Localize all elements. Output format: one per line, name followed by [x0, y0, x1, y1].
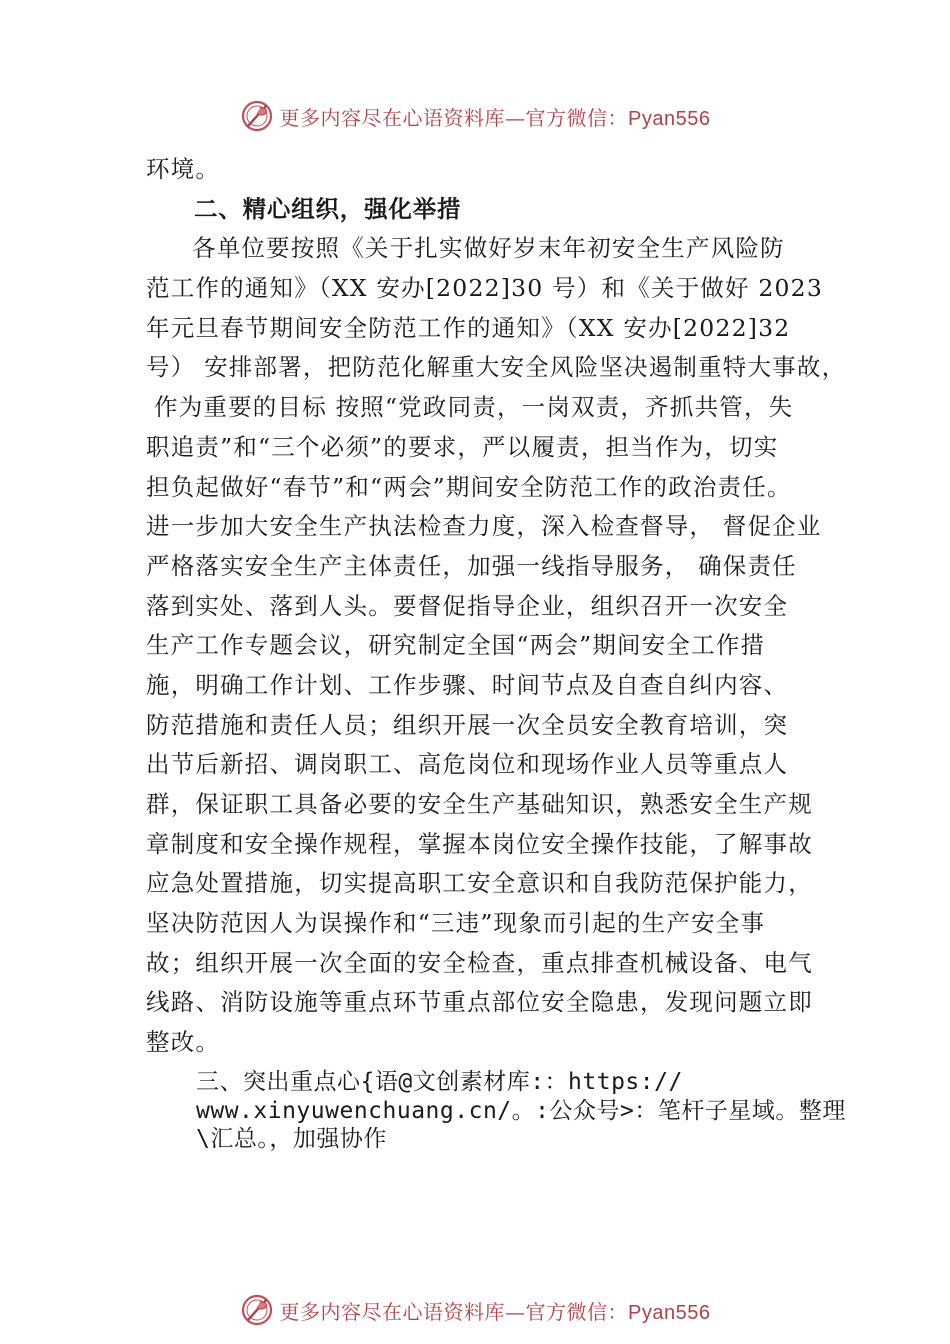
footer-banner [0, 1290, 950, 1330]
document-body [146, 150, 847, 1063]
header-slogan-text: 更多内容尽在心语资料库 [279, 105, 506, 130]
text-line: 施，明确工作计划、工作步骤、时间节点及自查自纠内容、 [146, 670, 789, 699]
text-line: 故；组织开展一次全面的安全检查，重点排查机械设备、电气 [146, 948, 813, 977]
text-line: 严格落实安全生产主体责任，加强一线指导服务， 确保责任 [146, 551, 797, 580]
section-three-block [196, 1068, 846, 1154]
text-line: 整改。 [146, 1028, 221, 1057]
header-slogan [280, 102, 711, 131]
text-line: 应急处置措施，切实提高职工安全意识和自我防范保护能力， [146, 869, 813, 898]
text-line: 生产工作专题会议，研究制定全国“两会”期间安全工作措 [146, 631, 766, 660]
text-line: 落到实处、落到人头。要督促指导企业，组织召开一次安全 [146, 591, 789, 620]
header-dash: — [505, 105, 526, 130]
text-line: 作为重要的目标 按照“党政同责，一岗双责，齐抓共管，失 [154, 393, 794, 422]
text-line: 防范措施和责任人员；组织开展一次全员安全教育培训，突 [146, 710, 789, 739]
header-wechat-id: Pyan556 [628, 107, 711, 130]
quill-logo-icon [240, 99, 274, 133]
quill-logo-icon [240, 1293, 274, 1327]
footer-wechat-label: 官方微信： [525, 1299, 629, 1324]
text-line: 线路、消防设施等重点环节重点部位安全隐患，发现问题立即 [146, 988, 813, 1017]
section-three-line: www.xinyuwenchuang.cn/。:公众号>：笔杆子星域。整理 [196, 1097, 846, 1124]
header-banner [0, 96, 950, 136]
text-line: 范工作的通知》（XX 安办[2022]30 号）和《关于做好 2023 [146, 274, 823, 303]
text-line: 章制度和安全操作规程，掌握本岗位安全操作技能，了解事故 [146, 829, 813, 858]
section-three-line: \汇总。，加强协作 [196, 1126, 387, 1152]
section-heading: 二、精心组织，强化举措 [194, 194, 462, 223]
footer-dash: — [505, 1299, 526, 1324]
text-line: 进一步加大安全生产执法检查力度，深入检查督导， 督促企业 [146, 512, 822, 541]
text-line: 号） 安排部署，把防范化解重大安全风险坚决遏制重特大事故， [146, 353, 847, 382]
footer-slogan [280, 1296, 711, 1325]
text-line: 职追责”和“三个必须”的要求，严以履责，担当作为，切实 [146, 432, 779, 461]
text-line: 坚决防范因人为误操作和“三违”现象而引起的生产安全事 [146, 909, 766, 938]
footer-slogan-text: 更多内容尽在心语资料库 [279, 1299, 506, 1324]
header-wechat-label: 官方微信： [525, 105, 629, 130]
footer-wechat-id: Pyan556 [628, 1301, 711, 1324]
text-line: 出节后新招、调岗职工、高危岗位和现场作业人员等重点人 [146, 750, 789, 779]
text-line: 环境。 [146, 155, 221, 183]
text-line: 担负起做好“春节”和“两会”期间安全防范工作的政治责任。 [146, 472, 792, 501]
text-line: 群，保证职工具备必要的安全生产基础知识，熟悉安全生产规 [146, 790, 813, 818]
paragraph-first-line: 各单位要按照《关于扎实做好岁末年初安全生产风险防 [192, 234, 785, 263]
text-line: 年元旦春节期间安全防范工作的通知》（XX 安办[2022]32 [146, 313, 791, 342]
section-three-line: 三、突出重点心{语@文创素材库:：https:// [196, 1069, 683, 1095]
